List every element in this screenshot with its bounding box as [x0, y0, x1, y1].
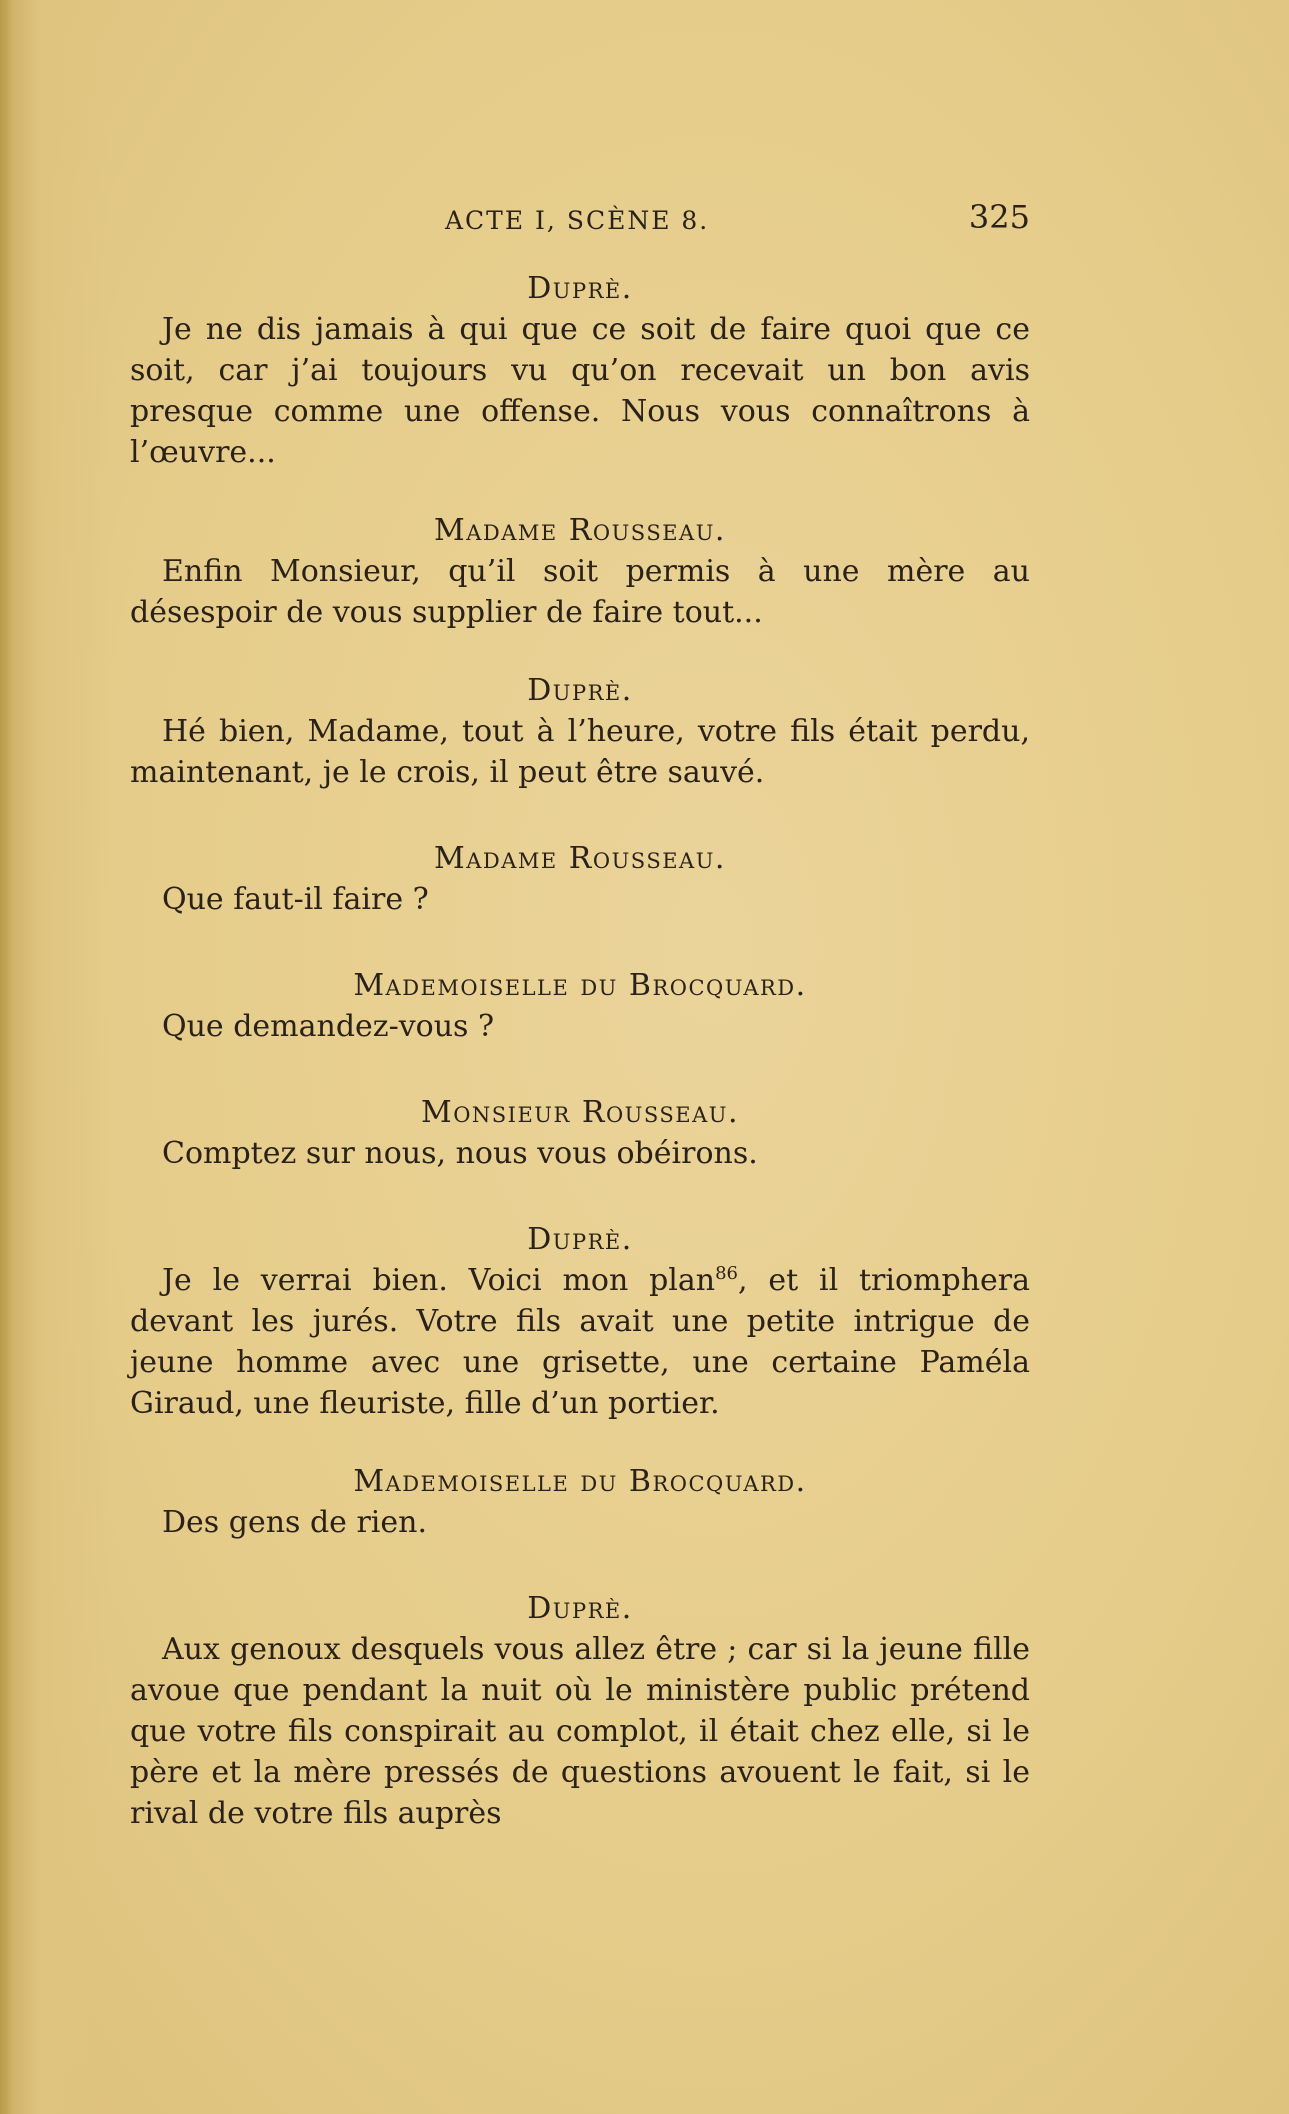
- speaker-name: Mademoiselle du Brocquard.: [353, 968, 807, 1003]
- speech-text: Des gens de rien.: [162, 1505, 427, 1540]
- speech-text: Hé bien, Madame, tout à l’heure, votre fils était perdu, maintenant, je le crois, il peut être sauvé.: [130, 714, 1030, 790]
- speech-text-part: , et il triomphera devant les jurés. Votre fils avait une petite intrigue de jeune homme avec une grisette, une certaine Paméla Giraud, une fleuriste, fille d’un portier.: [130, 1263, 1031, 1421]
- speaker-name: Duprè.: [527, 271, 633, 306]
- speech-text: Enfin Monsieur, qu’il soit permis à une mère au désespoir de vous supplier de faire tout...: [130, 554, 1030, 630]
- speech-text: [130, 1260, 1030, 1424]
- speaker-name: Mademoiselle du Brocquard.: [353, 1464, 807, 1499]
- speaker-name: Madame Rousseau.: [434, 841, 726, 876]
- speech-text-part: Je le verrai bien. Voici mon plan: [162, 1263, 716, 1298]
- speech-text: Que demandez-vous ?: [162, 1009, 495, 1044]
- play-text: [130, 268, 1030, 1834]
- page-header: [130, 198, 1030, 248]
- speech-text: Aux genoux desquels vous allez être ; car si la jeune fille avoue que pendant la nuit où le ministère public prétend que votre fils conspirait au complot, il était chez elle, si le père et la mère pressés de questions avouent le fait, si le rival de votre fils auprès: [130, 1632, 1030, 1831]
- speaker-name: Duprè.: [527, 1222, 633, 1257]
- speaker-name: Monsieur Rousseau.: [420, 1095, 739, 1130]
- speech-text: Que faut-il faire ?: [162, 882, 429, 917]
- footnote-reference[interactable]: 86: [715, 1263, 739, 1284]
- speaker-name: Duprè.: [527, 1591, 633, 1626]
- speaker-name: Madame Rousseau.: [434, 513, 726, 548]
- speaker-name: Duprè.: [527, 673, 633, 708]
- speech-text: Comptez sur nous, nous vous obéirons.: [162, 1136, 758, 1171]
- speech-text: Je ne dis jamais à qui que ce soit de faire quoi que ce soit, car j’ai toujours vu qu’on recevait un bon avis presque comme une offense. Nous vous connaîtrons à l’œuvre...: [130, 312, 1030, 470]
- running-title: ACTE I, SCÈNE 8.: [445, 206, 710, 235]
- page-number: 325: [968, 198, 1030, 236]
